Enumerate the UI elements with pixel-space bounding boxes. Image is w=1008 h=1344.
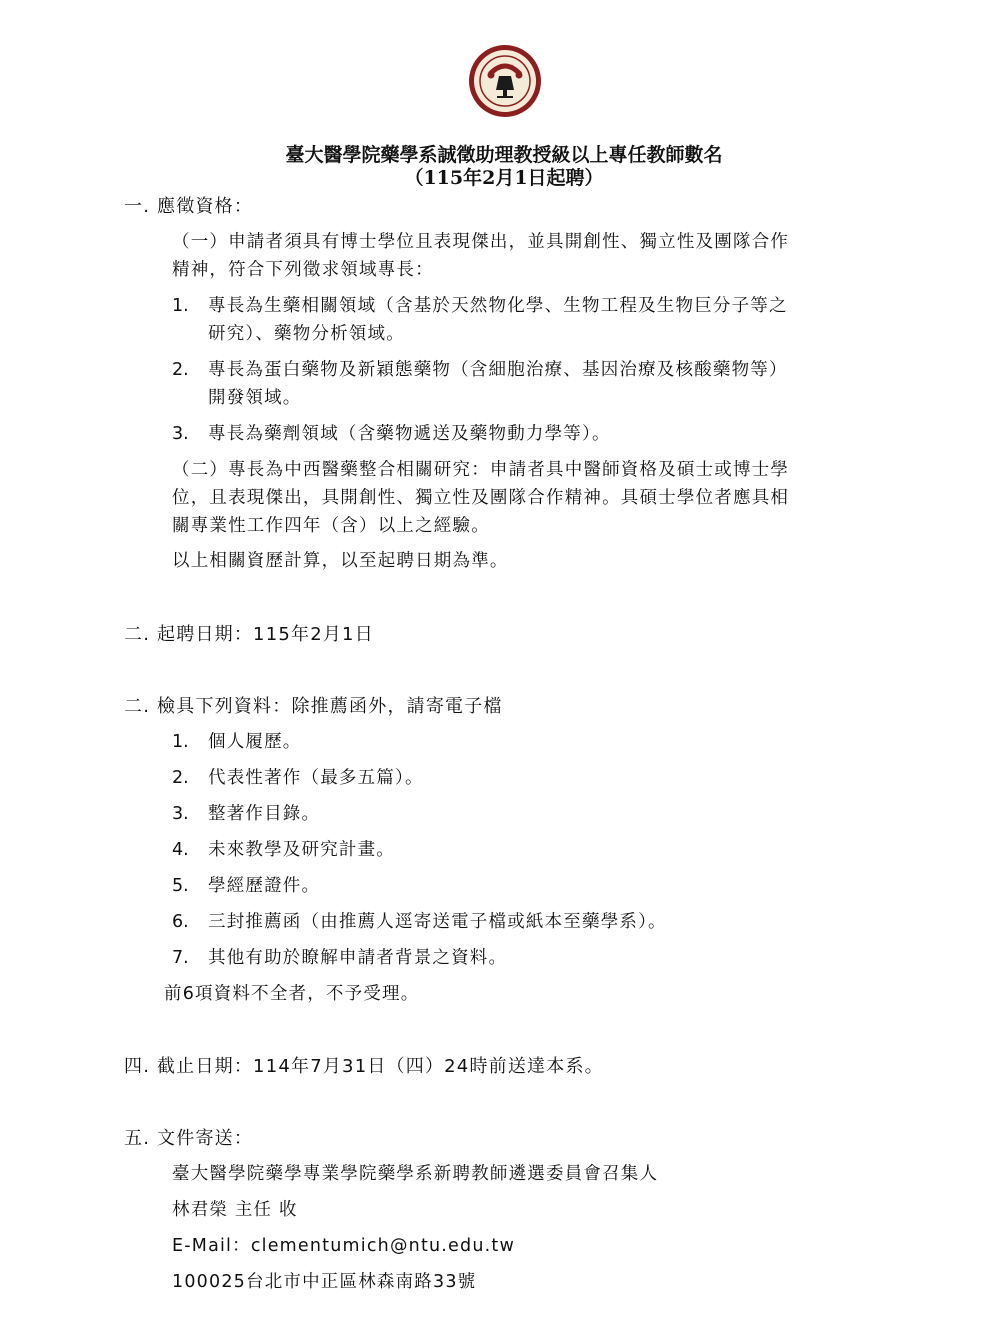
s1-p1-line2: 精神，符合下列徵求領域專長： (172, 260, 434, 280)
section-2-heading: 二. 起聘日期：115年2月1日 (124, 624, 374, 645)
list-number: 2. (172, 768, 189, 788)
postal-address: 100025台北市中正區林森南路33號 (172, 1272, 477, 1292)
list-text: 三封推薦函（由推薦人逕寄送電子檔或紙本至藥學系）。 (208, 912, 667, 932)
list-text-cont: 開發領域。 (208, 388, 302, 408)
list-number: 6. (172, 912, 189, 932)
list-item (172, 944, 507, 969)
list-item (172, 764, 424, 789)
s1-p2-line1: （二）專長為中西醫藥整合相關研究：申請者具中醫師資格及碩士或博士學 (172, 460, 790, 480)
s3-note: 前6項資料不全者，不予受理。 (164, 984, 420, 1004)
university-seal-logo (468, 44, 542, 118)
list-text: 專長為藥劑領域（含藥物遞送及藥物動力學等）。 (208, 424, 611, 444)
list-text: 個人履歷。 (208, 732, 302, 752)
list-item (172, 292, 788, 317)
list-number: 7. (172, 948, 189, 968)
list-text: 其他有助於瞭解申請者背景之資料。 (208, 948, 508, 968)
list-number: 1. (172, 732, 189, 752)
list-text-cont: 研究）、藥物分析領域。 (208, 324, 405, 344)
list-number: 1. (172, 296, 189, 316)
list-item (172, 872, 320, 897)
notice-title: 臺大醫學院藥學系誠徵助理教授級以上專任教師數名 (285, 144, 723, 166)
list-item (172, 356, 788, 381)
list-text: 學經歷證件。 (208, 876, 321, 896)
list-item (172, 836, 395, 861)
list-number: 2. (172, 360, 189, 380)
section-3-heading: 二. 檢具下列資料：除推薦函外，請寄電子檔 (124, 696, 503, 717)
section-1-heading: 一. 應徵資格： (124, 196, 254, 217)
notice-subtitle: （115年2月1日起聘） (404, 167, 604, 189)
list-number: 3. (172, 424, 189, 444)
list-item (172, 728, 302, 753)
list-item (172, 800, 320, 825)
list-text: 整著作目錄。 (208, 804, 321, 824)
list-text: 專長為生藥相關領域（含基於天然物化學、生物工程及生物巨分子等之 (208, 296, 788, 316)
list-number: 3. (172, 804, 189, 824)
s1-p1-line1: （一）申請者須具有博士學位且表現傑出，並具開創性、獨立性及團隊合作 (172, 232, 790, 252)
list-number: 5. (172, 876, 189, 896)
s1-note: 以上相關資歷計算，以至起聘日期為準。 (172, 551, 509, 571)
contact-email: E-Mail：clementumich@ntu.edu.tw (172, 1236, 515, 1256)
list-text: 代表性著作（最多五篇）。 (208, 768, 424, 788)
s1-p2-line3: 關專業性工作四年（含）以上之經驗。 (172, 516, 490, 536)
list-text: 專長為蛋白藥物及新穎態藥物（含細胞治療、基因治療及核酸藥物等） (208, 360, 788, 380)
list-item (172, 420, 611, 445)
list-number: 4. (172, 840, 189, 860)
s1-p2-line2: 位，且表現傑出，具開創性、獨立性及團隊合作精神。具碩士學位者應具相 (172, 488, 790, 508)
list-text: 未來教學及研究計畫。 (208, 840, 395, 860)
list-item (172, 908, 667, 933)
section-5-heading: 五. 文件寄送： (124, 1128, 254, 1149)
recipient-committee: 臺大醫學院藥學專業學院藥學系新聘教師遴選委員會召集人 (172, 1164, 659, 1184)
section-4-heading: 四. 截止日期：114年7月31日（四）24時前送達本系。 (124, 1056, 604, 1077)
recipient-name: 林君榮 主任 收 (172, 1200, 298, 1220)
